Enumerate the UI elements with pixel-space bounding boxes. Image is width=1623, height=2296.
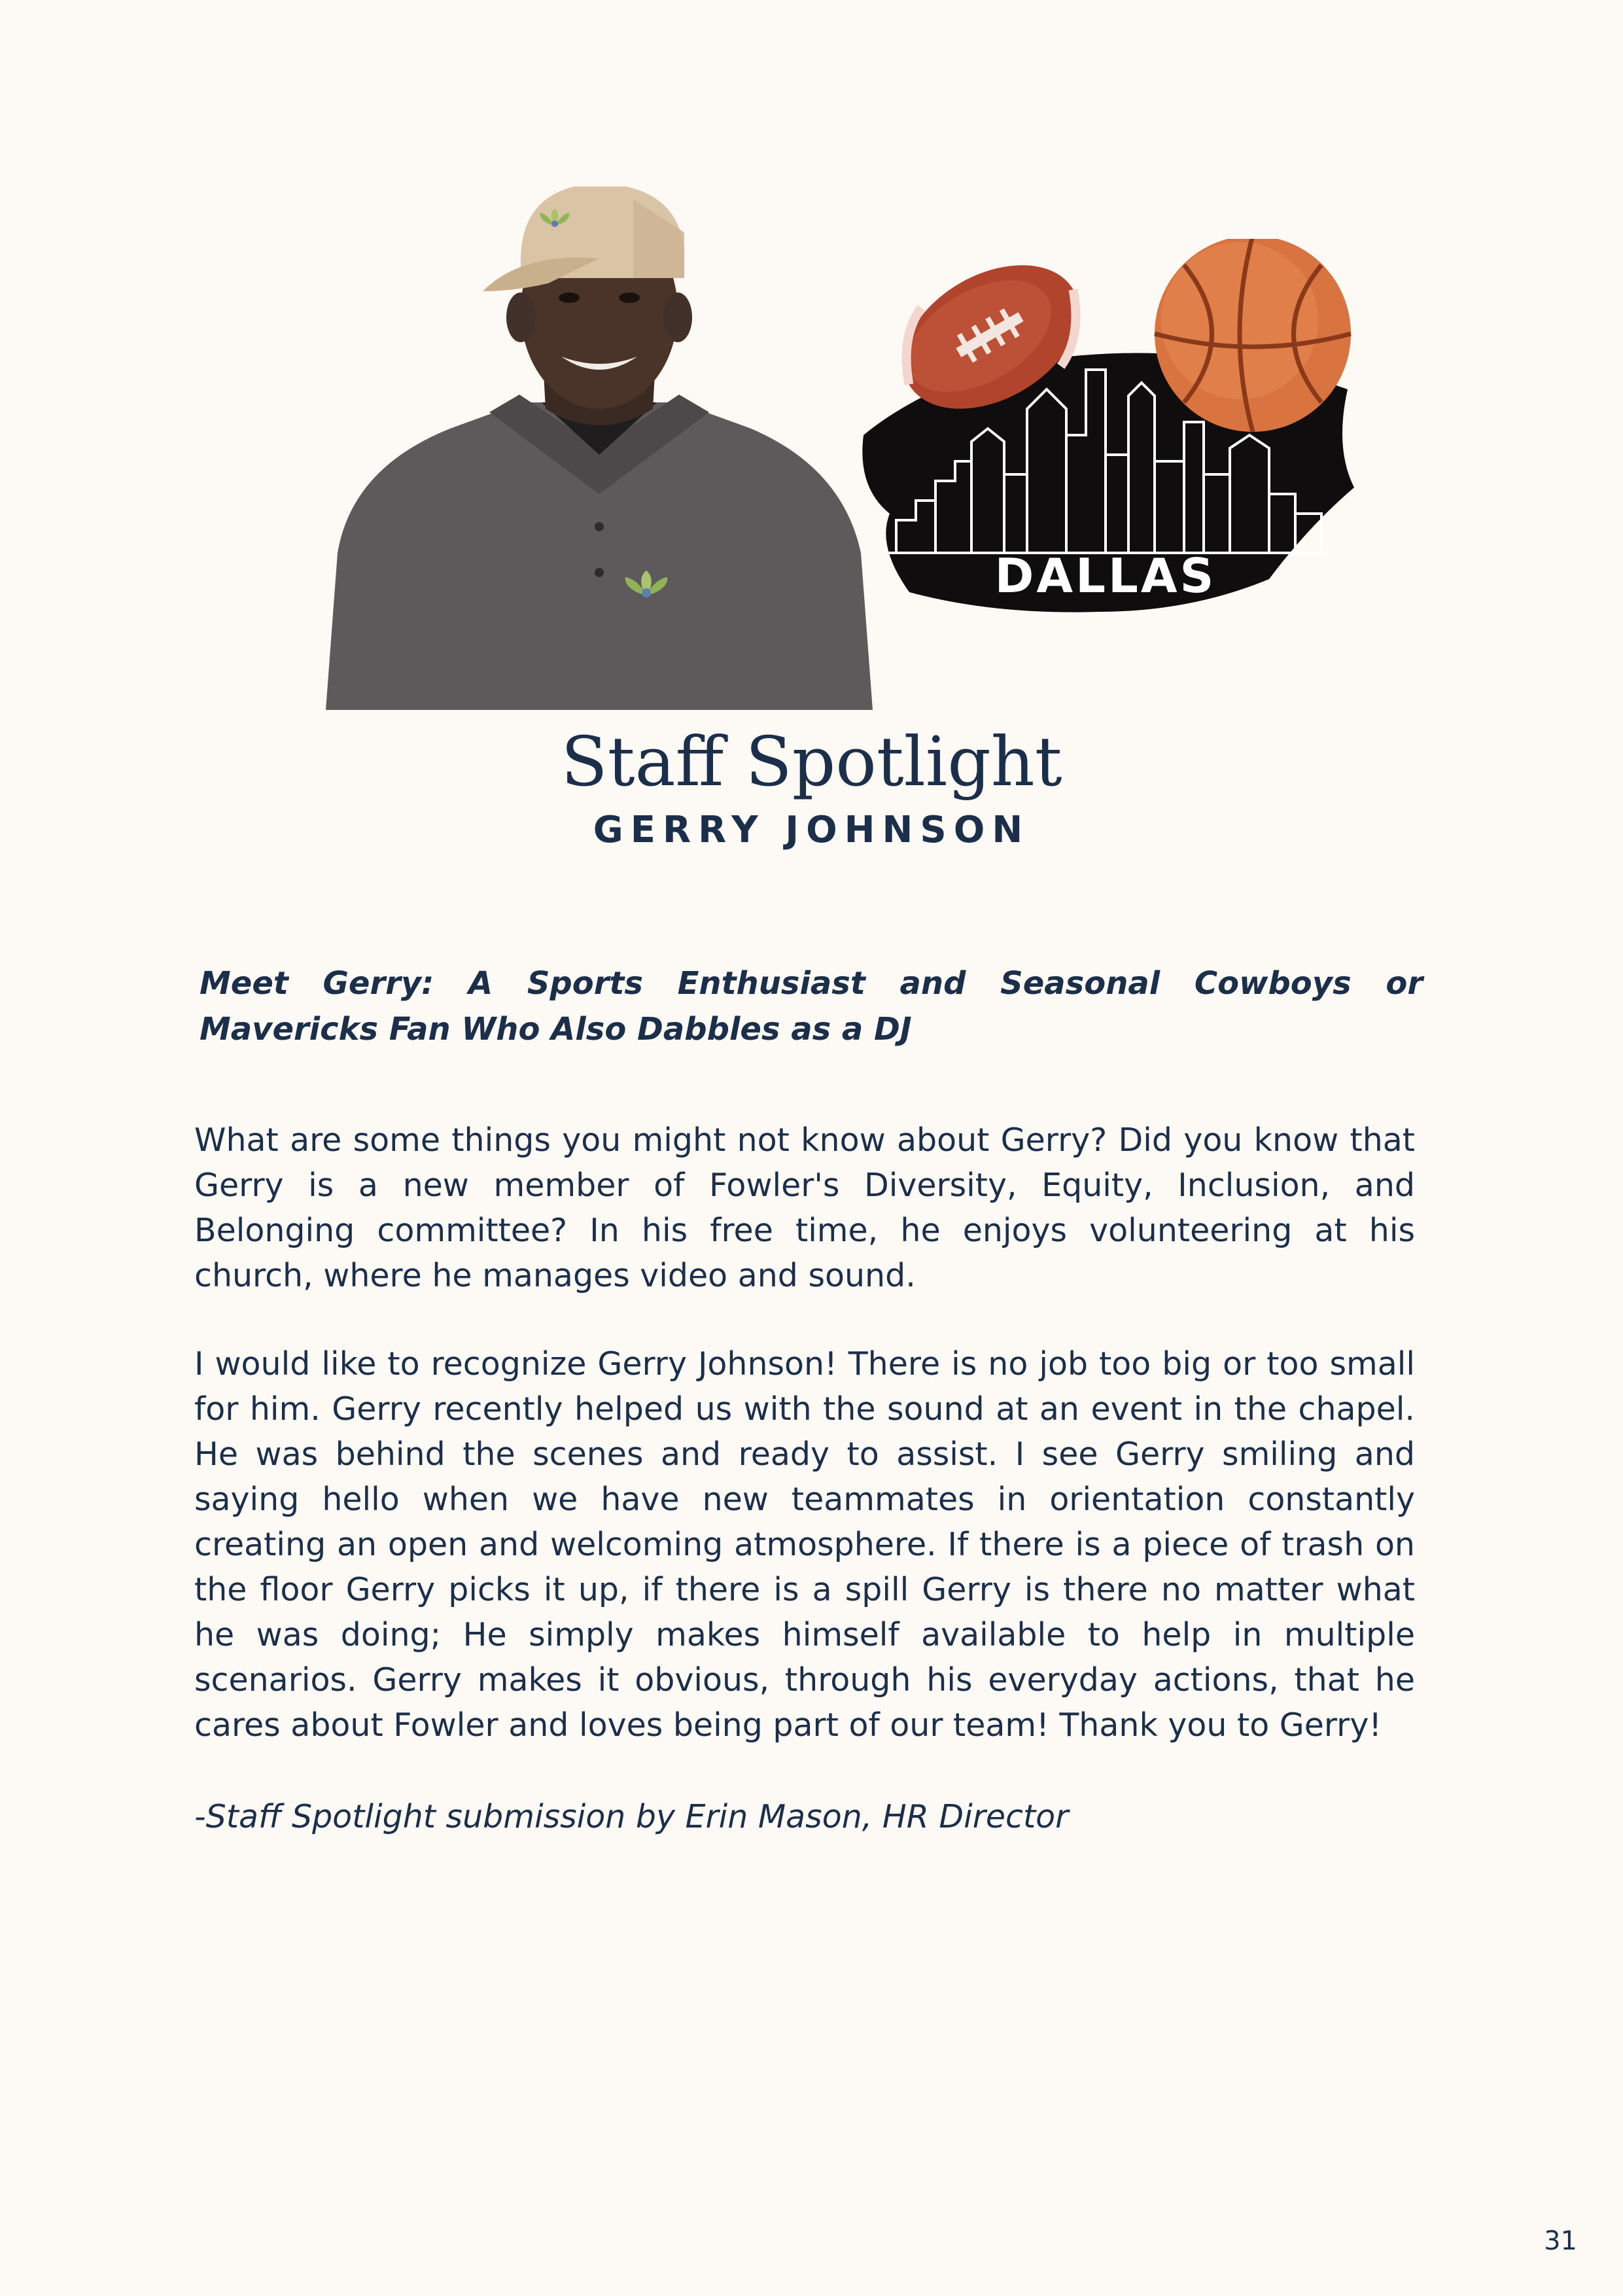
staff-name: GERRY JOHNSON: [593, 809, 1030, 851]
page-title: Staff Spotlight: [561, 722, 1062, 802]
portrait-photo: [326, 186, 873, 710]
article-paragraph-2: I would like to recognize Gerry Johnson! There is no job too big or too small for him. Gerry recently helped us with the sound at an event in the chapel. He was behind the scenes and ready to assist. I see Gerry smiling and saying hello when we have new teammates in orientation constantly creating an open and welcoming atmosphere. If there is a piece of trash on the floor Gerry picks it up, if there is a spill Gerry is there no matter what he was doing; He simply makes himself available to help in multiple scenarios. Gerry makes it obvious, through his everyday actions, that he cares about Fowler and loves being part of our team! Thank you to Gerry!: [194, 1345, 1415, 1744]
submission-credit: -Staff Spotlight submission by Erin Mason, HR Director: [194, 1798, 1069, 1835]
city-label: DALLAS: [994, 548, 1217, 603]
page-number: 31: [1544, 2226, 1577, 2256]
article-paragraph-1: What are some things you might not know about Gerry? Did you know that Gerry is a new member of Fowler's Diversity, Equity, Inclusion, and Belonging committee? In his free time, he enjoys volunteering at his church, where he manages video and sound.: [194, 1122, 1415, 1294]
dallas-sports-graphic: [850, 239, 1361, 664]
article-headline: Meet Gerry: A Sports Enthusiast and Seasonal Cowboys or Mavericks Fan Who Also Dabbles as a DJ: [200, 965, 1423, 1048]
basketball-icon: [1155, 239, 1351, 432]
